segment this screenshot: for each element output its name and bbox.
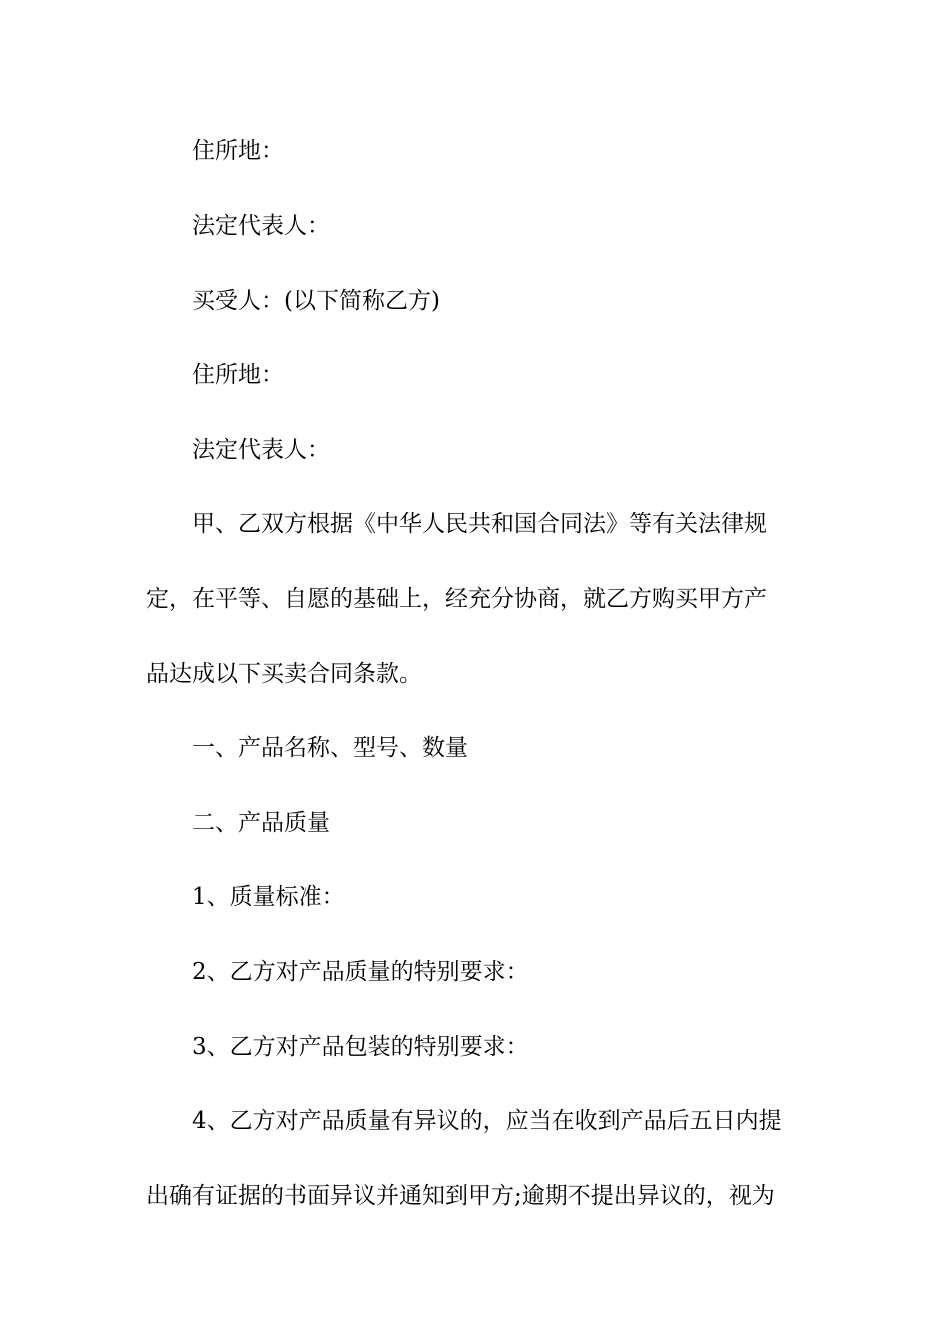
clause-4-line-1: 4、乙方对产品质量有异议的，应当在收到产品后五日内提 [192,1108,782,1134]
section-heading-1: 一、产品名称、型号、数量 [192,735,468,761]
section-heading-2: 二、产品质量 [192,810,330,836]
clause-3: 3、乙方对产品包装的特别要求： [192,1034,529,1060]
seller-legal-rep-label: 法定代表人： [192,213,330,239]
preamble-line-3: 品达成以下买卖合同条款。 [146,661,422,687]
clause-2: 2、乙方对产品质量的特别要求： [192,959,529,985]
buyer-legal-rep-label: 法定代表人： [192,437,330,463]
buyer-address-label: 住所地： [192,362,284,388]
preamble-line-1: 甲、乙双方根据《中华人民共和国合同法》等有关法律规 [192,511,767,537]
clause-1: 1、质量标准： [192,884,345,910]
preamble-line-2: 定，在平等、自愿的基础上，经充分协商，就乙方购买甲方产 [146,586,767,612]
buyer-label: 买受人：(以下简称乙方) [192,288,440,314]
seller-address-label: 住所地： [192,138,284,164]
clause-4-line-2: 出确有证据的书面异议并通知到甲方;逾期不提出异议的，视为 [146,1183,775,1209]
